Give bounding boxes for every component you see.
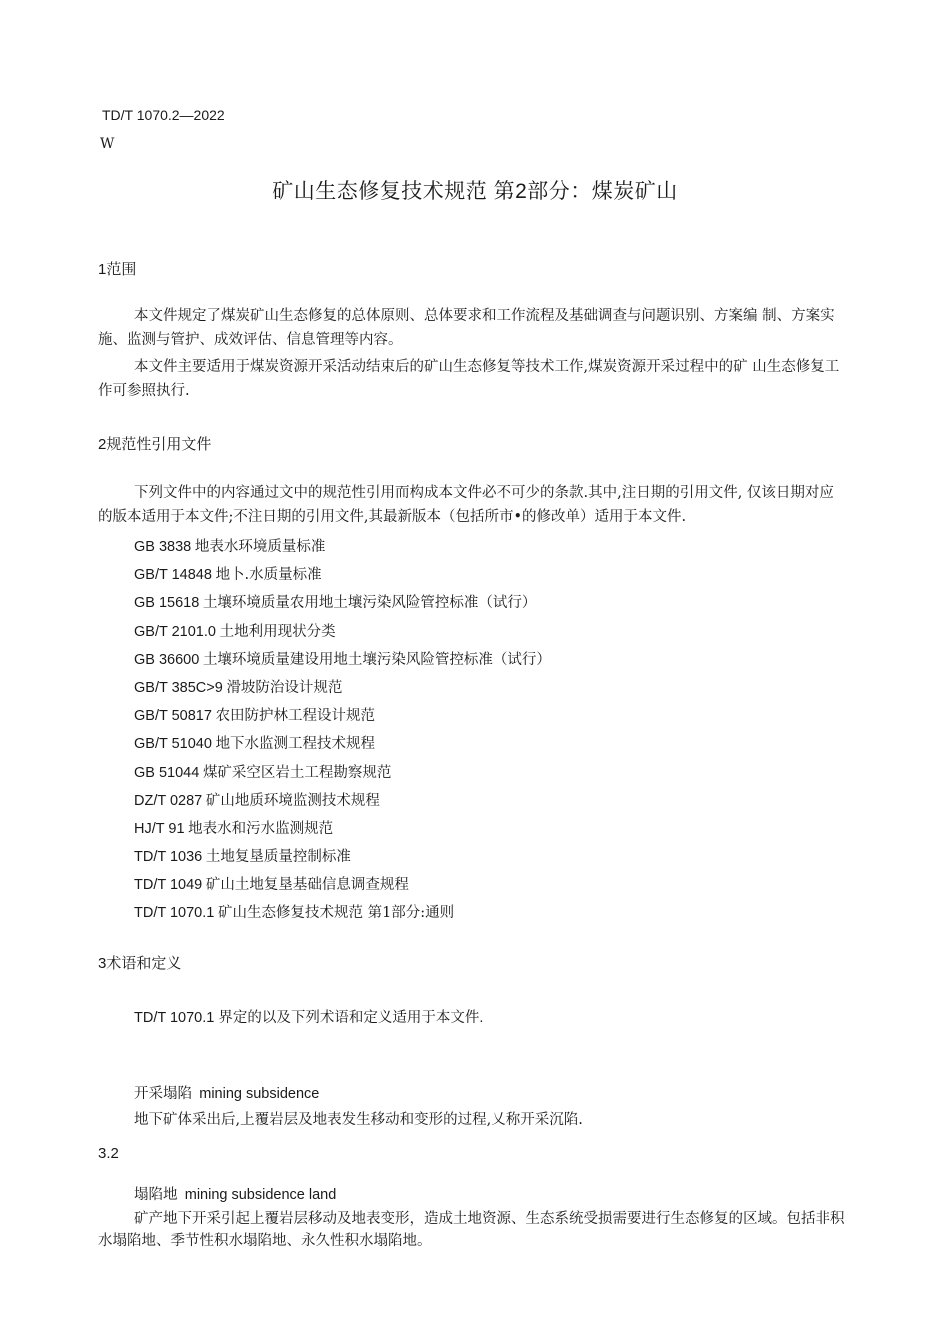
reference-item bbox=[134, 903, 551, 931]
reference-title: 地表水环境质量标准 bbox=[194, 539, 326, 555]
reference-item bbox=[134, 847, 551, 875]
reference-code: GB/T 14848 bbox=[134, 567, 212, 584]
reference-code: GB 15618 bbox=[134, 595, 200, 612]
reference-title: 地表水和污水监测规范 bbox=[188, 820, 334, 837]
standard-code: TD/T 1070.2—2022 bbox=[102, 107, 225, 123]
term-1-english: mining subsidence bbox=[199, 1086, 320, 1102]
reference-code: DZ/T 0287 bbox=[134, 792, 203, 809]
reference-title: 地下水监测工程技术规程 bbox=[215, 736, 376, 753]
term-2-chinese: 塌陷地 bbox=[134, 1187, 178, 1203]
term-2-definition: 矿产地下开采引起上覆岩层移动及地表变形，造成土地资源、生态系统受损需要进行生态修复的区域。包括非积水塌陷地、季节性积水塌陷地、永久性积水塌陷地。 bbox=[98, 1211, 845, 1249]
reference-list bbox=[134, 537, 551, 932]
reference-title: 矿山地质环境监测技术规程 bbox=[205, 792, 380, 809]
term-2-english: mining subsidence land bbox=[184, 1187, 337, 1203]
reference-item bbox=[134, 565, 551, 593]
reference-item bbox=[134, 650, 551, 678]
reference-code: GB 3838 bbox=[134, 539, 192, 555]
reference-code: GB/T 50817 bbox=[134, 708, 212, 725]
reference-title: 矿山生态修复技术规范 第1部分:通则 bbox=[217, 905, 455, 922]
reference-item bbox=[134, 537, 551, 565]
header-mark: W bbox=[100, 136, 115, 152]
reference-item bbox=[134, 763, 551, 791]
reference-item bbox=[134, 622, 551, 650]
reference-title: 土壤环境质量农用地土壤污染风险管控标准（试行） bbox=[202, 595, 537, 612]
scope-paragraph-2: 本文件主要适用于煤炭资源开采活动结束后的矿山生态修复等技术工作,煤炭资源开采过程中的矿 山生态修复工作可参照执行. bbox=[98, 359, 840, 399]
reference-title: 土地利用现状分类 bbox=[219, 623, 336, 640]
section-1-heading: 1范围 bbox=[98, 261, 137, 278]
reference-code: TD/T 1036 bbox=[134, 849, 203, 866]
reference-code: GB/T 2101.0 bbox=[134, 623, 216, 640]
reference-code: HJ/T 91 bbox=[134, 820, 185, 837]
section-2-heading: 2规范性引用文件 bbox=[98, 436, 212, 453]
reference-code: GB/T 385C>9 bbox=[134, 679, 223, 696]
terms-intro-text: TD/T 1070.1 界定的以及下列术语和定义适用于本文件. bbox=[134, 1010, 484, 1026]
reference-code: TD/T 1049 bbox=[134, 877, 203, 894]
reference-title: 地卜.水质量标准 bbox=[215, 567, 322, 584]
reference-item bbox=[134, 734, 551, 762]
section-3-heading: 3术语和定义 bbox=[98, 955, 182, 972]
reference-title: 土地复垦质量控制标准 bbox=[205, 849, 351, 866]
reference-item bbox=[134, 706, 551, 734]
term-2-number: 3.2 bbox=[98, 1145, 119, 1162]
reference-code: GB 36600 bbox=[134, 651, 200, 668]
terms-intro bbox=[134, 1006, 483, 1027]
reference-item bbox=[134, 791, 551, 819]
references-intro: 下列文件中的内容通过文中的规范性引用而构成本文件必不可少的条款.其中,注日期的引用文件, 仅该日期对应的版本适用于本文件;不注日期的引用文件,其最新版本（包括所市•的修改单）适用于本文件. bbox=[98, 485, 834, 525]
reference-code: TD/T 1070.1 bbox=[134, 905, 215, 922]
term-2-heading bbox=[134, 1183, 336, 1204]
document-title: 矿山生态修复技术规范 第2部分：煤炭矿山 bbox=[272, 180, 678, 203]
reference-item bbox=[134, 678, 551, 706]
term-1-heading bbox=[134, 1082, 319, 1103]
reference-title: 土壤环境质量建设用地土壤污染风险管控标准（试行） bbox=[202, 651, 551, 668]
reference-code: GB/T 51040 bbox=[134, 736, 212, 753]
reference-code: GB 51044 bbox=[134, 764, 200, 781]
term-1-chinese: 开采塌陷 bbox=[134, 1086, 192, 1102]
reference-title: 煤矿采空区岩土工程勘察规范 bbox=[202, 764, 392, 781]
scope-paragraph-1: 本文件规定了煤炭矿山生态修复的总体原则、总体要求和工作流程及基础调查与问题识别、方案编 制、方案实施、监测与管护、成效评估、信息管理等内容。 bbox=[98, 308, 835, 348]
reference-title: 农田防护林工程设计规范 bbox=[215, 708, 376, 725]
reference-item bbox=[134, 593, 551, 621]
reference-item bbox=[134, 875, 551, 903]
reference-title: 滑坡防治设计规范 bbox=[226, 679, 343, 696]
reference-title: 矿山土地复垦基础信息调查规程 bbox=[205, 877, 409, 894]
term-1-definition: 地下矿体采出后,上覆岩层及地表发生移动和变形的过程,乂称开采沉陷. bbox=[134, 1112, 583, 1128]
reference-item bbox=[134, 819, 551, 847]
